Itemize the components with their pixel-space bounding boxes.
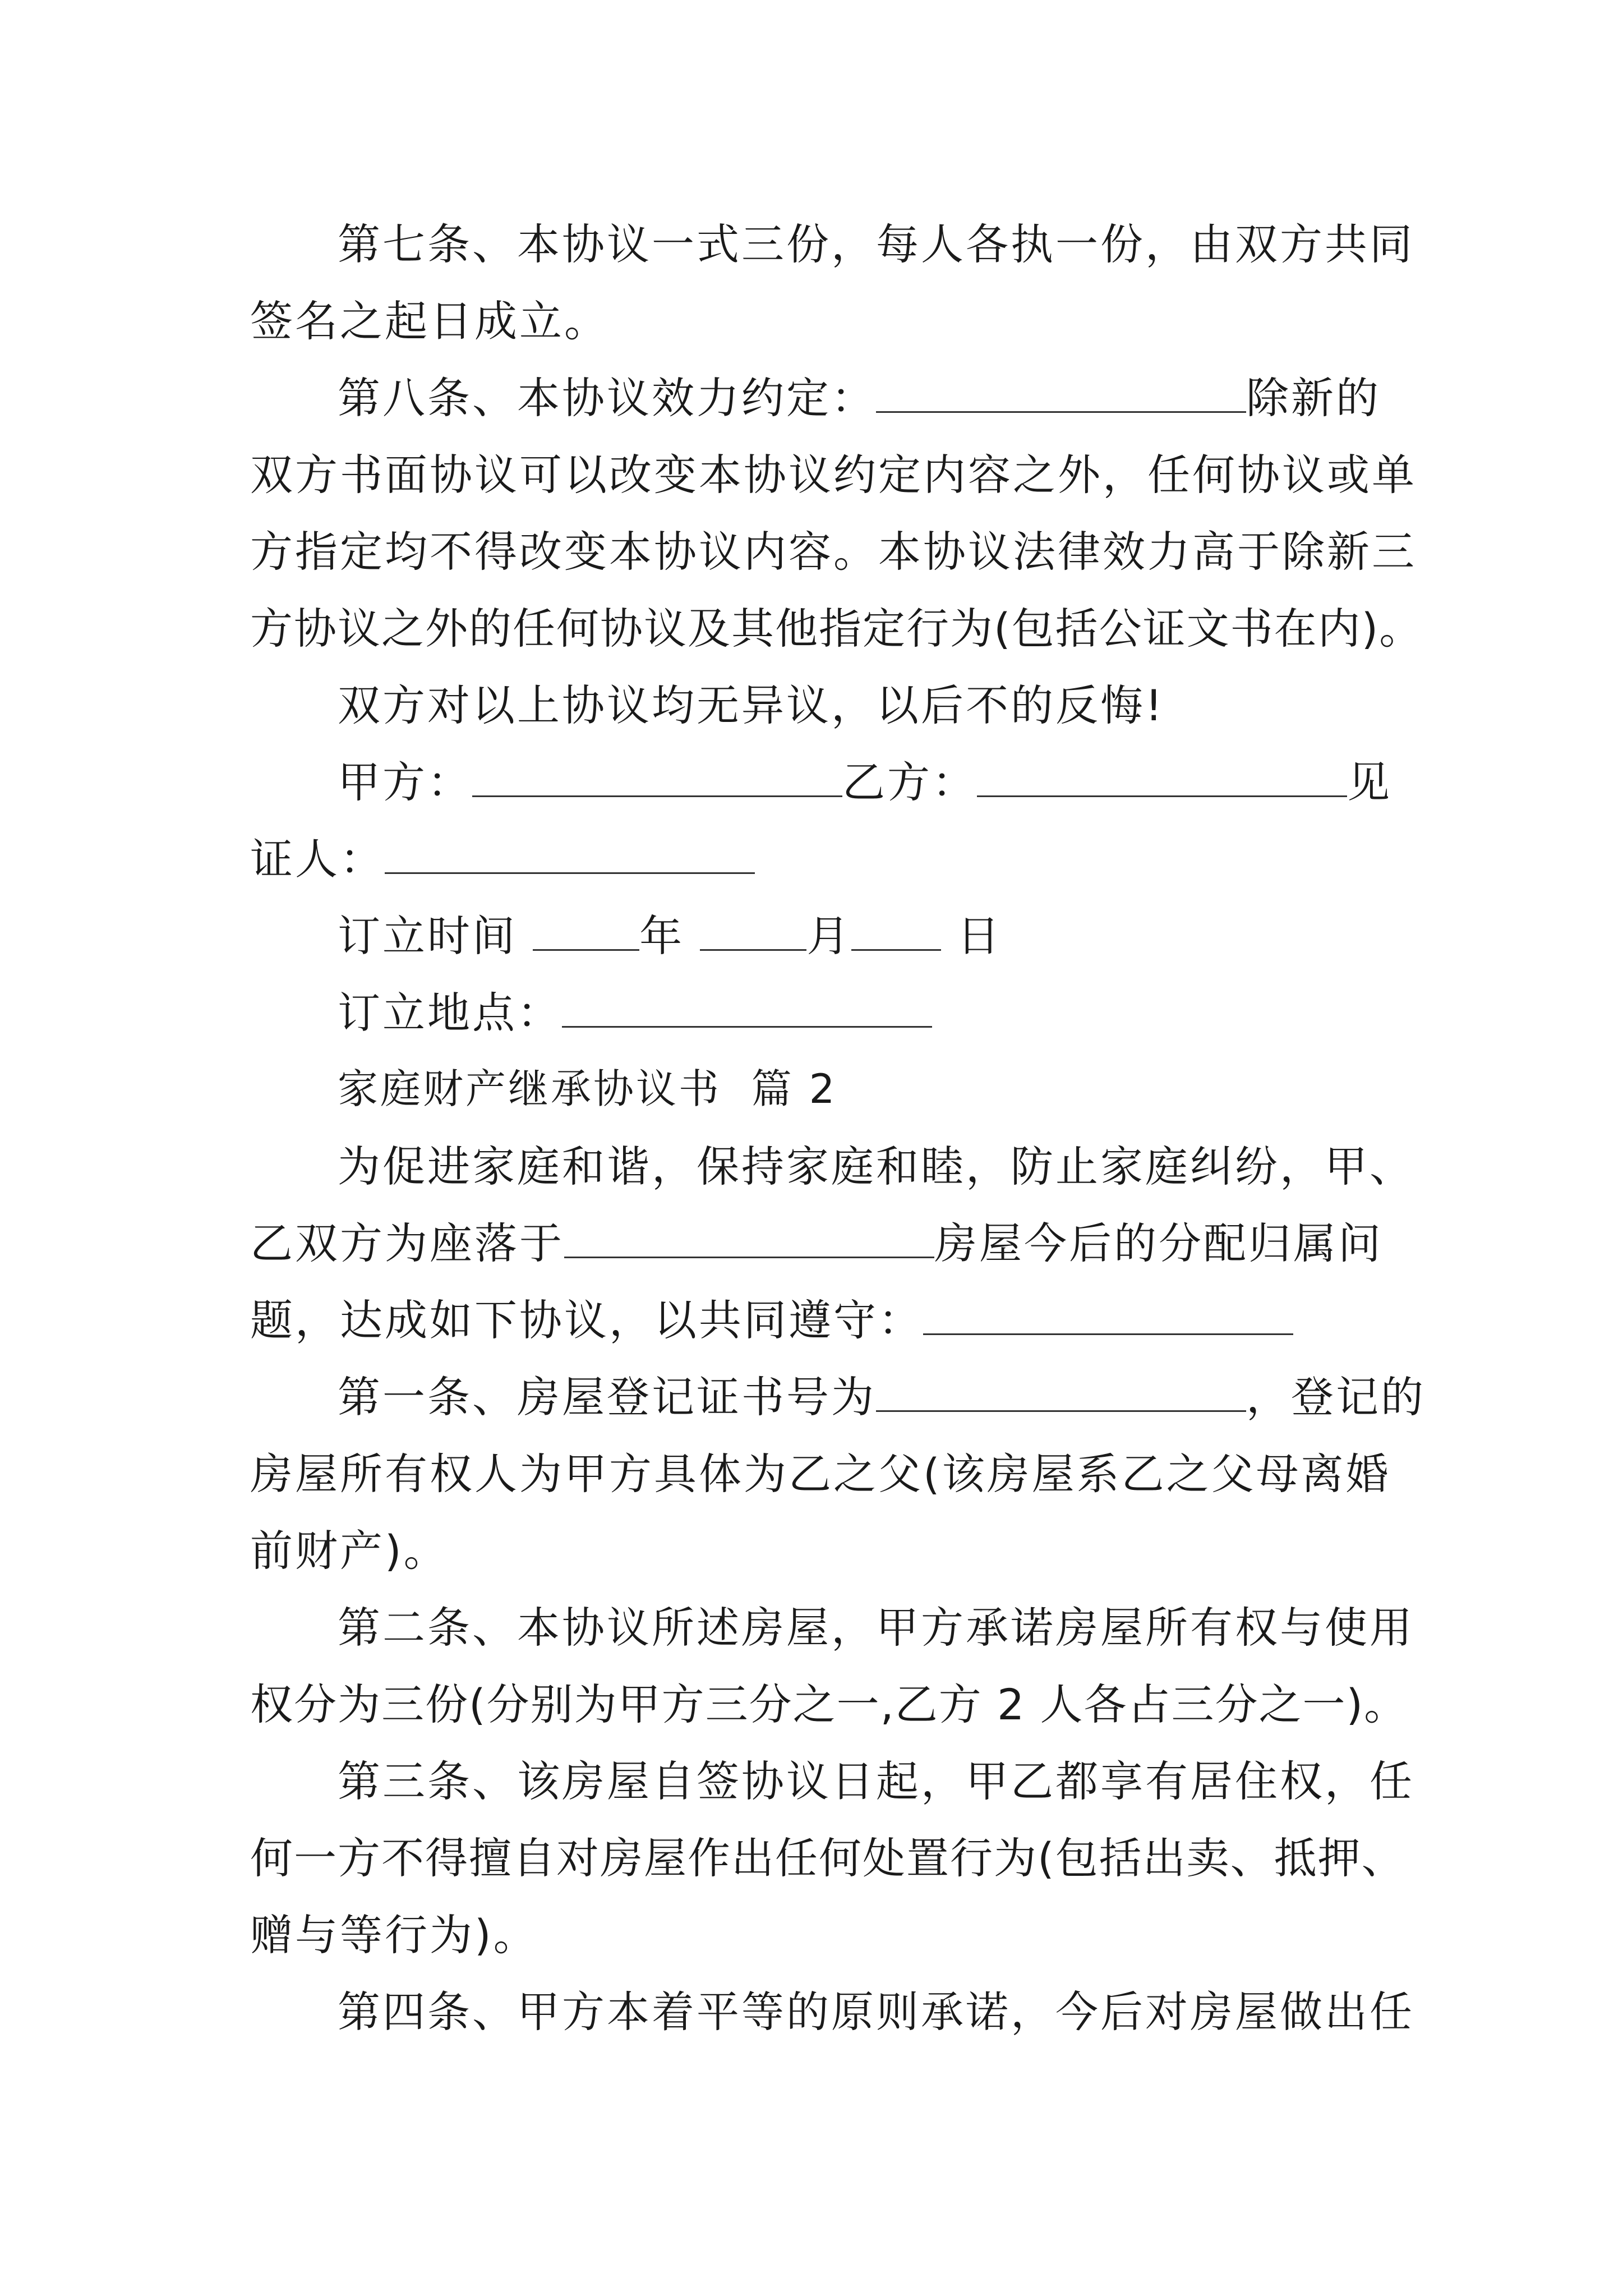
place-label: 订立地点：: [338, 988, 562, 1038]
blank-field-underline: [876, 378, 1246, 413]
paragraph-line: 题，达成如下协议，以共同遵守：: [250, 1299, 1293, 1342]
paragraph-line: 房屋所有权人为甲方具体为乙之父(该房屋系乙之父母离婚: [250, 1449, 1391, 1499]
paragraph-line: 为促进家庭和谐，保持家庭和睦，防止家庭纠纷，甲、: [338, 1142, 1414, 1191]
paragraph-line: 第四条、甲方本着平等的原则承诺，今后对房屋做出任: [338, 1987, 1414, 2037]
paragraph-line: 第三条、该房屋自签协议日起，甲乙都享有居住权，任: [338, 1756, 1414, 1806]
paragraph-line: 第八条、本协议效力约定： 除新的: [338, 373, 1381, 423]
paragraph-line: 乙双方为座落于 房屋今后的分配归属问: [250, 1218, 1383, 1268]
date-line: 订立时间 年 月 日: [338, 911, 1002, 961]
party-b-label: 乙方：: [842, 757, 977, 807]
place-line: [338, 988, 932, 1038]
day-blank: [851, 915, 941, 951]
blank-field-underline: [564, 1223, 934, 1258]
paragraph-line: 双方书面协议可以改变本协议约定内容之外，任何协议或单: [250, 450, 1417, 500]
paragraph-line: 方指定均不得改变本协议内容。本协议法律效力高于除新三: [250, 527, 1417, 577]
witness-line: [250, 834, 755, 884]
witness-label: 证人：: [250, 834, 385, 884]
party-a-blank: [472, 762, 842, 797]
paragraph-line: 方协议之外的任何协议及其他指定行为(包括公证文书在内)。: [250, 604, 1423, 654]
paragraph-line: 前财产)。: [250, 1526, 449, 1576]
paragraph-line: 双方对以上协议均无异议，以后不的反悔!: [338, 680, 1165, 730]
paragraph-line: 第七条、本协议一式三份，每人各执一份，由双方共同: [338, 219, 1414, 269]
section-heading: 家庭财产继承协议书 篇 2: [338, 1065, 837, 1112]
paragraph-line: 赠与等行为)。: [250, 1910, 538, 1960]
paragraph-line: 权分为三份(分别为甲方三分之一,乙方 2 人各占三分之一)。: [250, 1680, 1408, 1729]
blank-field-underline: [923, 1300, 1293, 1335]
year-blank: [533, 915, 639, 951]
paragraph-line: 签名之起日成立。: [250, 296, 609, 346]
date-label: 订立时间: [338, 911, 517, 961]
certificate-number-blank: [876, 1377, 1246, 1412]
party-a-label: 甲方：: [338, 757, 472, 807]
paragraph-line: 何一方不得擅自对房屋作出任何处置行为(包括出卖、抵押、: [250, 1833, 1405, 1883]
party-b-blank: [977, 762, 1347, 797]
paragraph-line: 第一条、房屋登记证书号为 ，登记的: [338, 1372, 1426, 1422]
place-blank: [562, 992, 932, 1028]
paragraph-line: 第二条、本协议所述房屋，甲方承诺房屋所有权与使用: [338, 1603, 1414, 1653]
signature-line: 甲方： 乙方： 见: [338, 757, 1392, 807]
month-blank: [700, 915, 806, 951]
witness-blank: [385, 839, 755, 874]
